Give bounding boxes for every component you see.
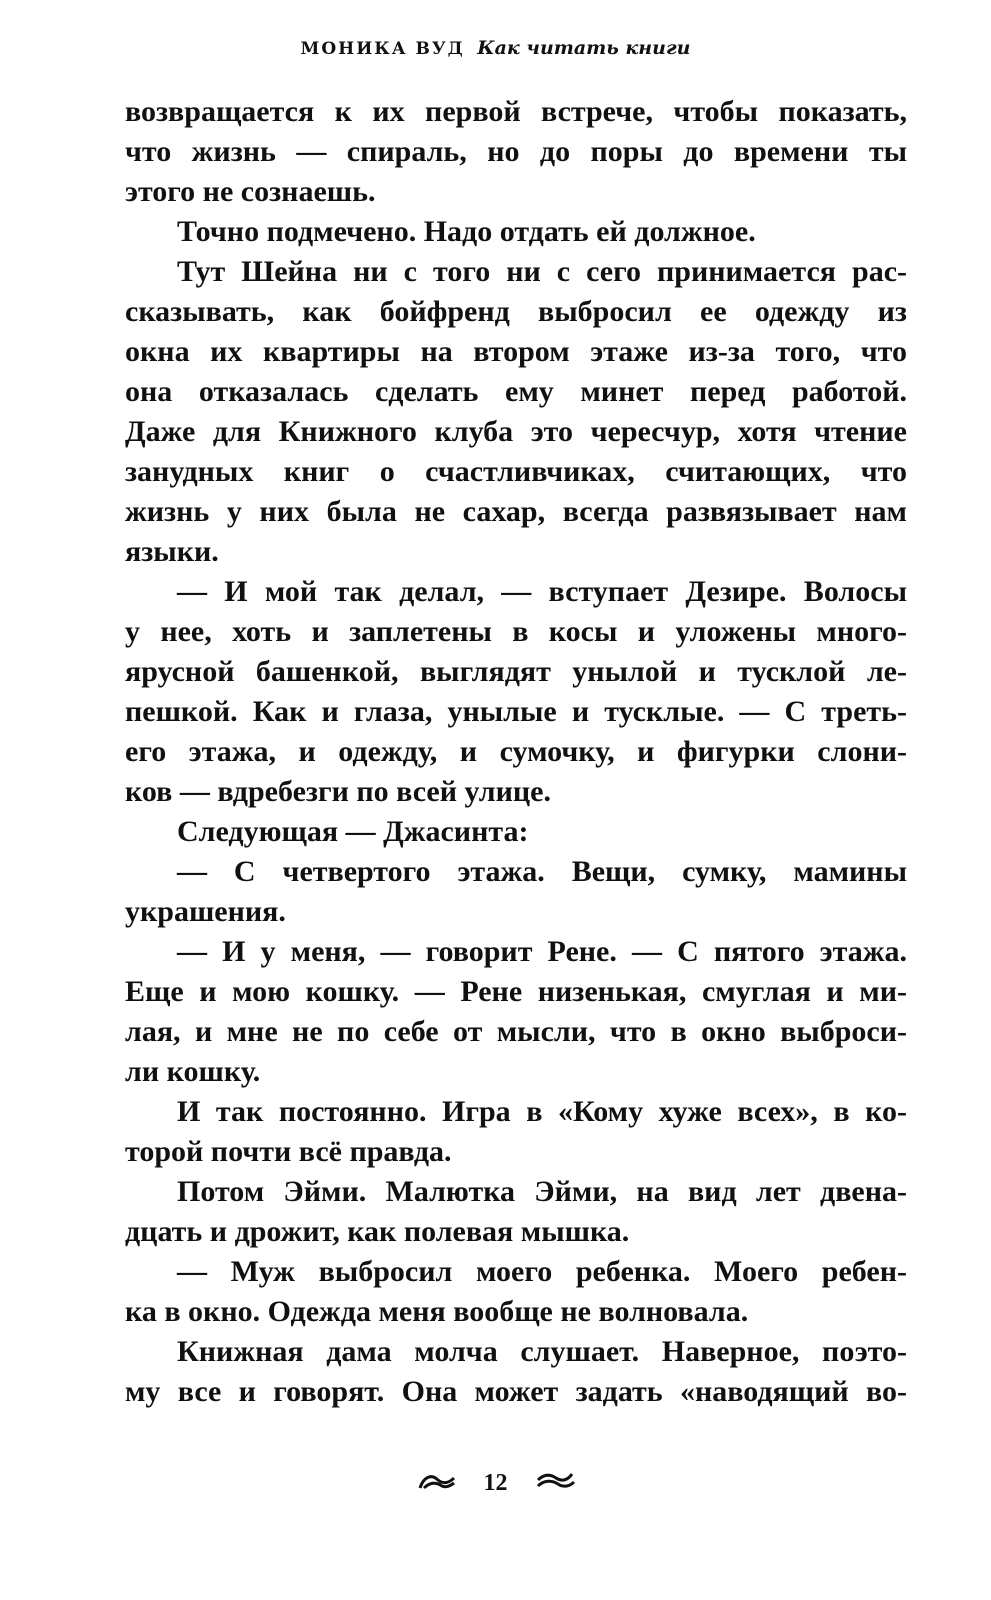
header-author: МОНИКА ВУД [300, 39, 465, 59]
paragraph [125, 212, 907, 252]
text-line: его этажа, и одежду, и сумочку, и фигурки слони- [125, 735, 907, 768]
paragraph [125, 812, 907, 852]
text-line: Следующая — Джасинта: [177, 815, 529, 848]
text-line: дцать и дрожит, как полевая мышка. [125, 1215, 630, 1248]
paragraph [125, 932, 907, 1092]
text-line: ка в окно. Одежда меня вообще не волновала. [125, 1295, 749, 1328]
paragraph [125, 1092, 907, 1172]
wave-ornament-right-icon [536, 1470, 576, 1499]
text-line: ярусной башенкой, выглядят унылой и тусклой ле- [125, 655, 907, 688]
text-line: жизнь у них была не сахар, всегда развязывает нам [125, 495, 907, 528]
text-line: ков — вдребезги по всей улице. [125, 775, 551, 808]
text-line: торой почти всё правда. [125, 1135, 452, 1168]
text-line: И так постоянно. Игра в «Кому хуже всех», в ко- [177, 1095, 907, 1128]
wave-ornament-left-icon [416, 1470, 456, 1499]
text-line: она отказалась сделать ему минет перед работой. [125, 375, 907, 408]
text-line: пешкой. Как и глаза, унылые и тусклые. — С треть- [125, 695, 907, 728]
paragraph [125, 92, 907, 212]
text-line: — И мой так делал, — вступает Дезире. Волосы [177, 575, 907, 608]
text-line: — Муж выбросил моего ребенка. Моего ребен- [177, 1255, 907, 1288]
text-line: этого не сознаешь. [125, 175, 376, 208]
text-line: языки. [125, 535, 219, 568]
page-footer [0, 1470, 991, 1499]
text-line: у нее, хоть и заплетены в косы и уложены много- [125, 615, 907, 648]
paragraph [125, 1172, 907, 1252]
text-line: окна их квартиры на втором этаже из-за того, что [125, 335, 907, 368]
paragraph [125, 1332, 907, 1412]
text-line: Даже для Книжного клуба это чересчур, хотя чтение [125, 415, 907, 448]
text-line: сказывать, как бойфренд выбросил ее одежду из [125, 295, 907, 328]
paragraph [125, 1252, 907, 1332]
text-line: Тут Шейна ни с того ни с сего принимается рас- [177, 255, 907, 288]
running-header [0, 34, 991, 60]
text-line: — И у меня, — говорит Рене. — С пятого этажа. [177, 935, 907, 968]
text-line: украшения. [125, 895, 286, 928]
page-body-text [125, 92, 907, 1412]
paragraph [125, 252, 907, 572]
text-line: занудных книг о счастливчиках, считающих, что [125, 455, 907, 488]
paragraph [125, 852, 907, 932]
text-line: Еще и мою кошку. — Рене низенькая, смуглая и ми- [125, 975, 907, 1008]
text-line: возвращается к их первой встрече, чтобы показать, [125, 95, 907, 128]
text-line: му все и говорят. Она может задать «наводящий во- [125, 1375, 907, 1408]
text-line: что жизнь — спираль, но до поры до времени ты [125, 135, 907, 168]
page-number: 12 [483, 1470, 508, 1497]
text-line: Потом Эйми. Малютка Эйми, на вид лет двена- [177, 1175, 907, 1208]
text-line: Книжная дама молча слушает. Наверное, поэто- [177, 1335, 907, 1368]
text-line: лая, и мне не по себе от мысли, что в окно выброси- [125, 1015, 907, 1048]
paragraph [125, 572, 907, 812]
header-book-title: Как читать книги [477, 37, 691, 59]
text-line: — С четвертого этажа. Вещи, сумку, мамины [177, 855, 907, 888]
text-line: Точно подмечено. Надо отдать ей должное. [177, 215, 756, 248]
text-line: ли кошку. [125, 1055, 261, 1088]
